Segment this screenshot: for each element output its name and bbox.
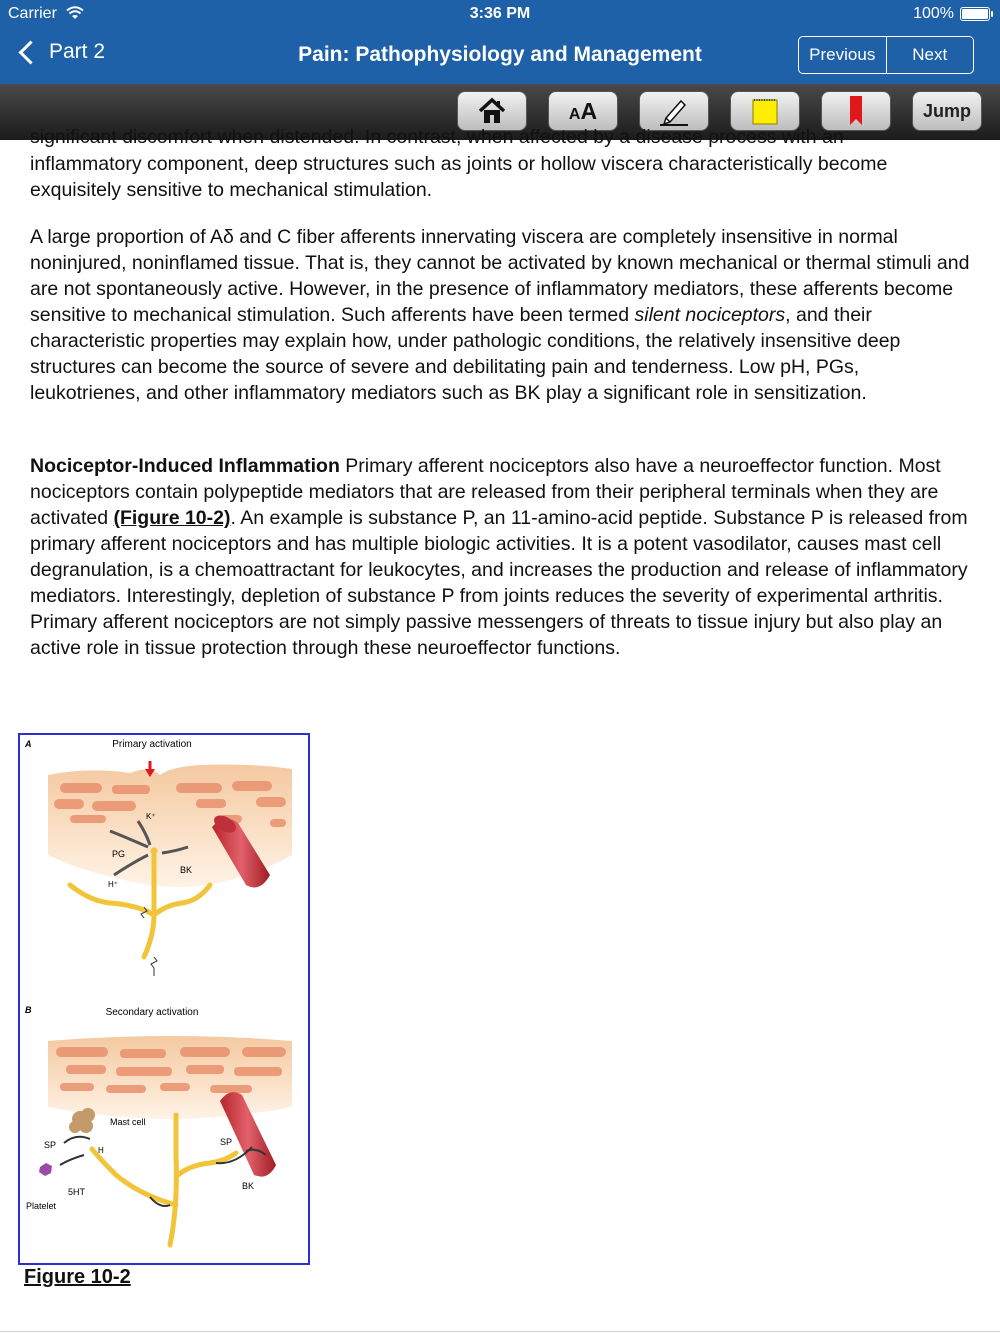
carrier-label: Carrier — [8, 5, 57, 22]
chevron-left-icon — [18, 40, 42, 64]
label-mast-cell: Mast cell — [110, 1117, 146, 1127]
cut-line-text: significant discomfort when distended. In contrast, when affected by a disease process with an — [30, 126, 844, 148]
label-sp-right: SP — [220, 1137, 233, 1147]
paragraph-3-text: Primary afferent nociceptors also have a neuroeffector function. Most nociceptors contain polypeptide mediators that are released from their peripheral terminals when they are activated — [30, 455, 941, 529]
figure-thumbnail[interactable] — [18, 733, 310, 1265]
panel-b-title: Secondary activation — [105, 1007, 199, 1018]
bottom-divider — [0, 1331, 1000, 1332]
panel-a-letter: A — [25, 739, 32, 749]
label-bk-a: BK — [180, 865, 193, 875]
pencil-icon — [656, 96, 692, 126]
next-button[interactable]: Next — [886, 37, 974, 73]
status-bar — [0, 0, 1000, 28]
jump-button[interactable]: Jump — [912, 91, 982, 131]
clock: 3:36 PM — [469, 5, 531, 22]
paragraph-2 — [30, 224, 975, 406]
home-icon — [477, 96, 507, 126]
paragraph-3 — [30, 453, 975, 661]
label-h: H — [98, 1146, 104, 1155]
prev-next-control — [798, 36, 974, 74]
back-button[interactable] — [16, 40, 105, 64]
paragraph-2-italic: silent nociceptors — [634, 304, 786, 326]
section-heading: Nociceptor-Induced Inflammation — [30, 455, 340, 477]
page-title: Pain: Pathophysiology and Management — [298, 43, 702, 66]
battery-icon — [960, 7, 990, 21]
previous-button[interactable]: Previous — [809, 45, 876, 64]
navigation-bar — [0, 28, 1000, 84]
paragraph-1: inflammatory component, deep structures such as joints or hollow viscera characteristically become exquisitely sensitive to mechanical stimulation. — [30, 153, 888, 201]
label-k: K⁺ — [146, 812, 156, 821]
figure-caption-link[interactable]: Figure 10-2 — [24, 1266, 131, 1288]
label-platelet: Platelet — [26, 1201, 57, 1211]
bookmark-icon — [846, 95, 866, 127]
paragraph-2-text: A large proportion of Aδ and C fiber afferents innervating viscera are completely insensitive in normal noninjured, noninflamed tissue. That is, they cannot be activated by known mechanical or thermal stimuli and are not spontaneously active. However, in the presence of inflammatory mediators, these afferents become sensitive to mechanical stimulation. Such afferents have been termed — [30, 226, 970, 326]
label-sp-left: SP — [44, 1140, 57, 1150]
panel-a-title: Primary activation — [112, 739, 192, 750]
label-h-plus: H⁺ — [108, 880, 118, 889]
figure-illustration — [20, 735, 308, 1263]
label-pg: PG — [112, 849, 126, 859]
panel-b-letter: B — [25, 1005, 32, 1015]
figure-reference-link[interactable]: (Figure 10-2) — [113, 507, 231, 529]
label-bk-b: BK — [242, 1181, 255, 1191]
note-icon — [751, 96, 779, 126]
paragraph-2-text-end: , and their characteristic properties may explain how, under pathologic conditions, the relatively insensitive deep structures can become the source of severe and debilitating pain and tenderness. Low pH, PGs, leukotrienes, and other inflammatory mediators such as BK play a significant role in sensitization. — [30, 304, 901, 404]
back-button-label: Part 2 — [49, 40, 106, 63]
label-5ht: 5HT — [68, 1187, 86, 1197]
battery-percent: 100% — [913, 5, 954, 22]
font-size-label: AA — [568, 97, 598, 124]
partially-hidden-line — [30, 126, 975, 150]
paragraph-3-text-end: . An example is substance P, an 11-amino-acid peptide. Substance P is released from primary afferent nociceptors and has multiple biologic activities. It is a potent vasodilator, causes mast cell degranulation, is a chemoattractant for leukocytes, and increases the production and release of inflammatory mediators. Interestingly, depletion of substance P from joints reduces the severity of experimental arthritis. Primary afferent nociceptors are not simply passive messengers of threats to tissue injury but also play an active role in tissue protection through these neuroeffector functions. — [30, 507, 968, 659]
